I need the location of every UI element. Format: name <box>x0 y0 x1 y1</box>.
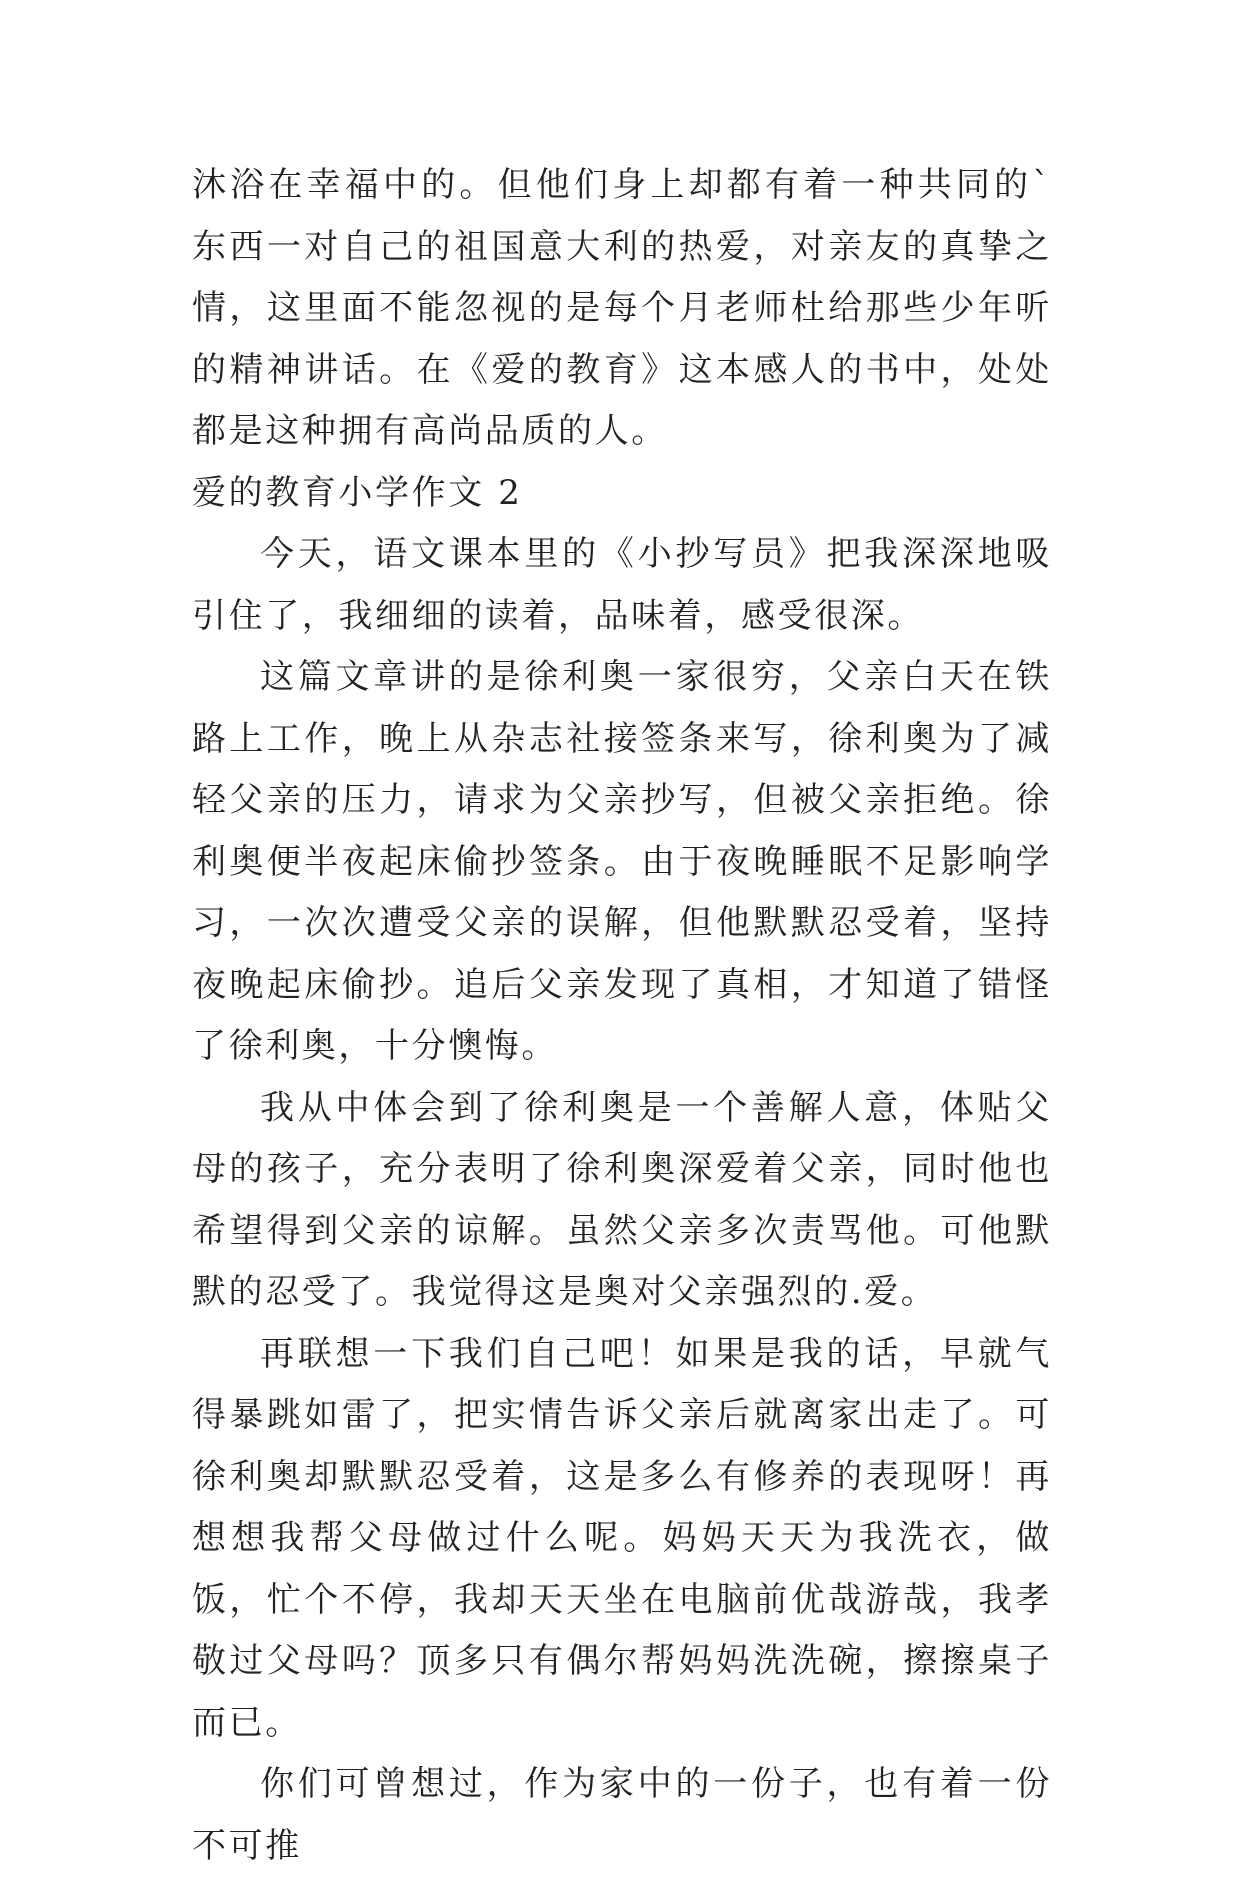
paragraph-1: 今天，语文课本里的《小抄写员》把我深深地吸引住了，我细细的读着，品味着，感受很深。 <box>192 534 1052 636</box>
paragraph-intro: 沐浴在幸福中的。但他们身上却都有着一种共同的`东西一对自己的祖国意大利的热爱，对亲友的真挚之情，这里面不能忽视的是每个月老师杜给那些少年听的精神讲话。在《爱的教育》这本感人的书中，处处都是这种拥有高尚品质的人。 <box>192 165 1052 451</box>
paragraph-5: 你们可曾想过，作为家中的一份子，也有着一份不可推 <box>192 1764 1052 1866</box>
paragraph-3: 我从中体会到了徐利奥是一个善解人意，体贴父母的孩子，充分表明了徐利奥深爱着父亲，同时他也希望得到父亲的谅解。虽然父亲多次责骂他。可他默默的忍受了。我觉得这是奥对父亲强烈的.爱。 <box>192 1087 1052 1312</box>
paragraph-2: 这篇文章讲的是徐利奥一家很穷，父亲白天在铁路上工作，晚上从杂志社接签条来写，徐利奥为了减轻父亲的压力，请求为父亲抄写，但被父亲拒绝。徐利奥便半夜起床偷抄签条。由于夜晚睡眠不足影响学习，一次次遭受父亲的误解，但他默默忍受着，坚持夜晚起床偷抄。追后父亲发现了真相，才知道了错怪了徐利奥，十分懊悔。 <box>192 657 1052 1066</box>
section-heading: 爱的教育小学作文 2 <box>192 472 523 513</box>
document-body <box>192 155 1052 1877</box>
paragraph-4: 再联想一下我们自己吧！如果是我的话，早就气得暴跳如雷了，把实情告诉父亲后就离家出走了。可徐利奥却默默忍受着，这是多么有修养的表现呀！再想想我帮父母做过什么呢。妈妈天天为我洗衣，做饭，忙个不停，我却天天坐在电脑前优哉游哉，我孝敬过父母吗？顶多只有偶尔帮妈妈洗洗碗，擦擦桌子而已。 <box>192 1333 1052 1743</box>
